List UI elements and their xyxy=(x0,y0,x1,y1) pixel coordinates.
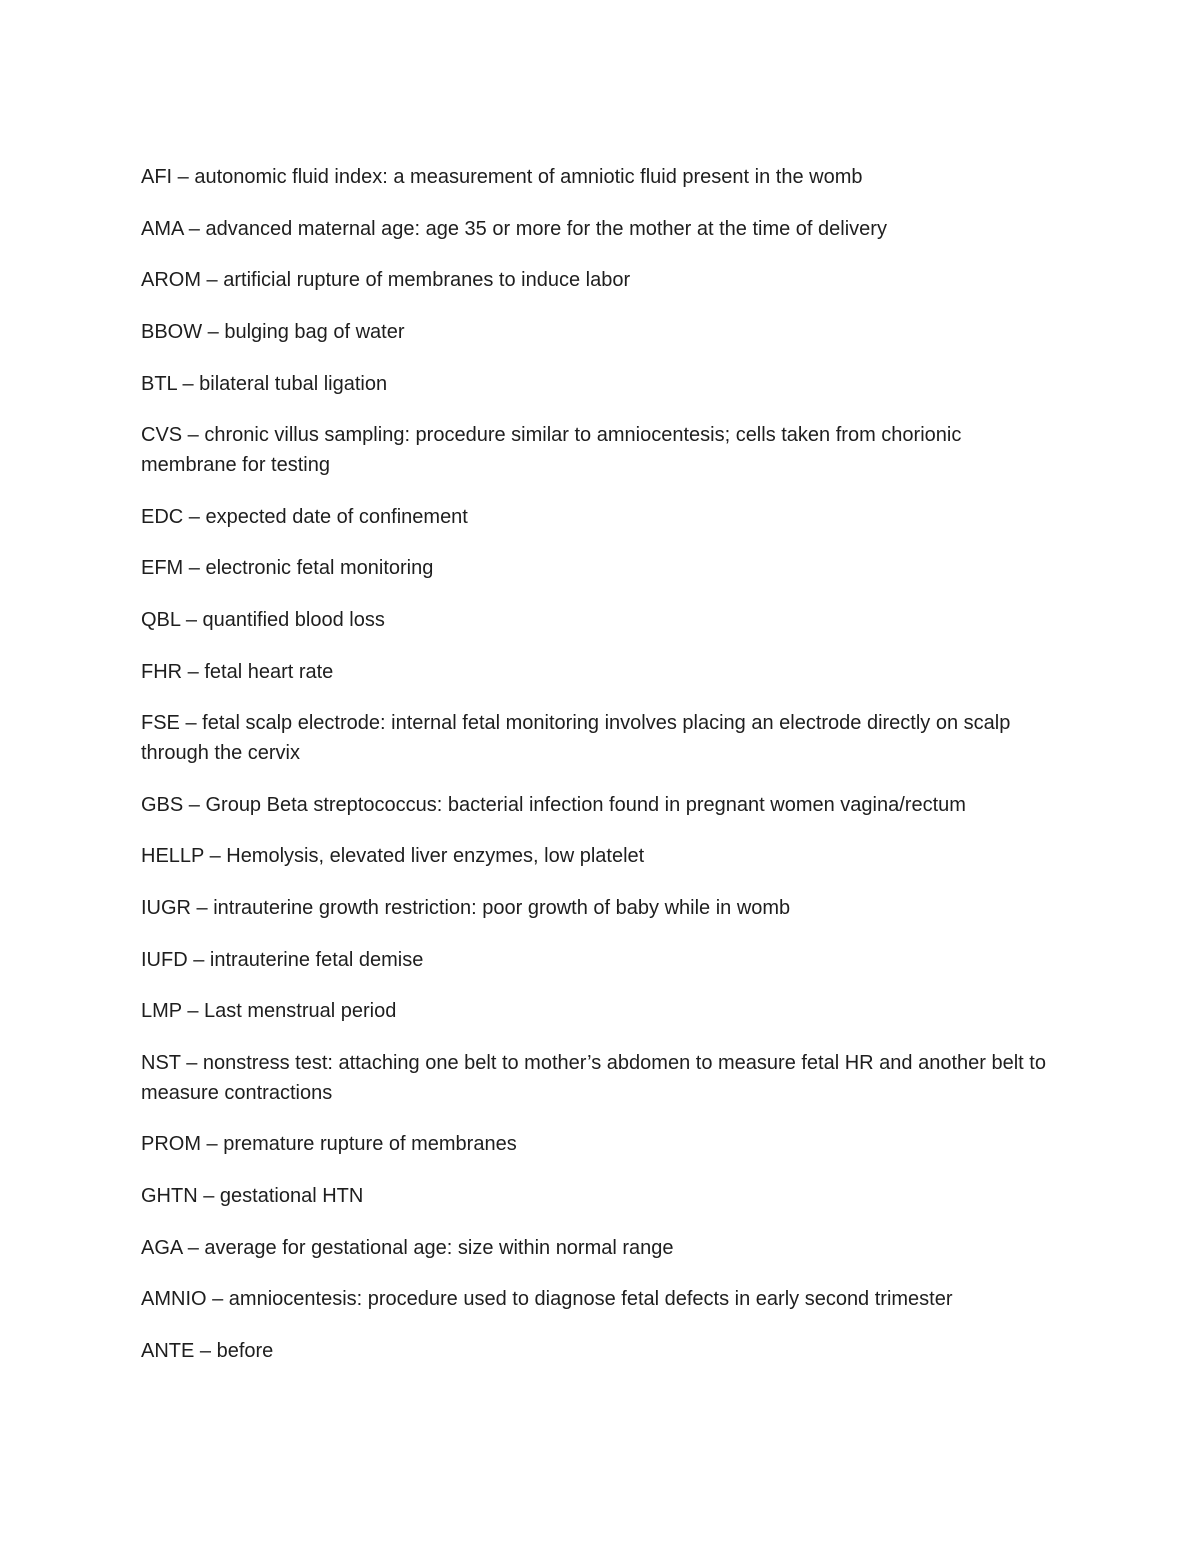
abbreviation-list xyxy=(141,163,1061,1389)
list-item: IUFD – intrauterine fetal demise xyxy=(141,948,424,971)
list-item: BBOW – bulging bag of water xyxy=(141,321,405,344)
list-item: AMA – advanced maternal age: age 35 or more for the mother at the time of delivery xyxy=(141,217,887,240)
list-item: NST – nonstress test: attaching one belt to mother’s abdomen to measure fetal HR and another belt to measure contractions xyxy=(141,1052,1046,1104)
list-item: IUGR – intrauterine growth restriction: poor growth of baby while in womb xyxy=(141,896,791,919)
list-item: ANTE – before xyxy=(141,1339,274,1362)
list-item: LMP – Last menstrual period xyxy=(141,1000,397,1023)
list-item: EFM – electronic fetal monitoring xyxy=(141,557,434,580)
list-item: AGA – average for gestational age: size within normal range xyxy=(141,1236,674,1259)
list-item: CVS – chronic villus sampling: procedure similar to amniocentesis; cells taken from chorionic membrane for testing xyxy=(141,424,962,476)
list-item: FHR – fetal heart rate xyxy=(141,660,334,683)
list-item: GHTN – gestational HTN xyxy=(141,1184,364,1207)
list-item: BTL – bilateral tubal ligation xyxy=(141,372,388,395)
list-item: FSE – fetal scalp electrode: internal fetal monitoring involves placing an electrode directly on scalp through the cervix xyxy=(141,712,1011,764)
list-item: GBS – Group Beta streptococcus: bacterial infection found in pregnant women vagina/rectum xyxy=(141,793,966,816)
list-item: EDC – expected date of confinement xyxy=(141,505,468,528)
list-item: PROM – premature rupture of membranes xyxy=(141,1133,517,1156)
list-item: AMNIO – amniocentesis: procedure used to diagnose fetal defects in early second trimester xyxy=(141,1288,953,1311)
list-item: HELLP – Hemolysis, elevated liver enzymes, low platelet xyxy=(141,845,645,868)
list-item: AFI – autonomic fluid index: a measurement of amniotic fluid present in the womb xyxy=(141,166,863,188)
list-item: AROM – artificial rupture of membranes to induce labor xyxy=(141,269,631,292)
list-item: QBL – quantified blood loss xyxy=(141,609,385,631)
